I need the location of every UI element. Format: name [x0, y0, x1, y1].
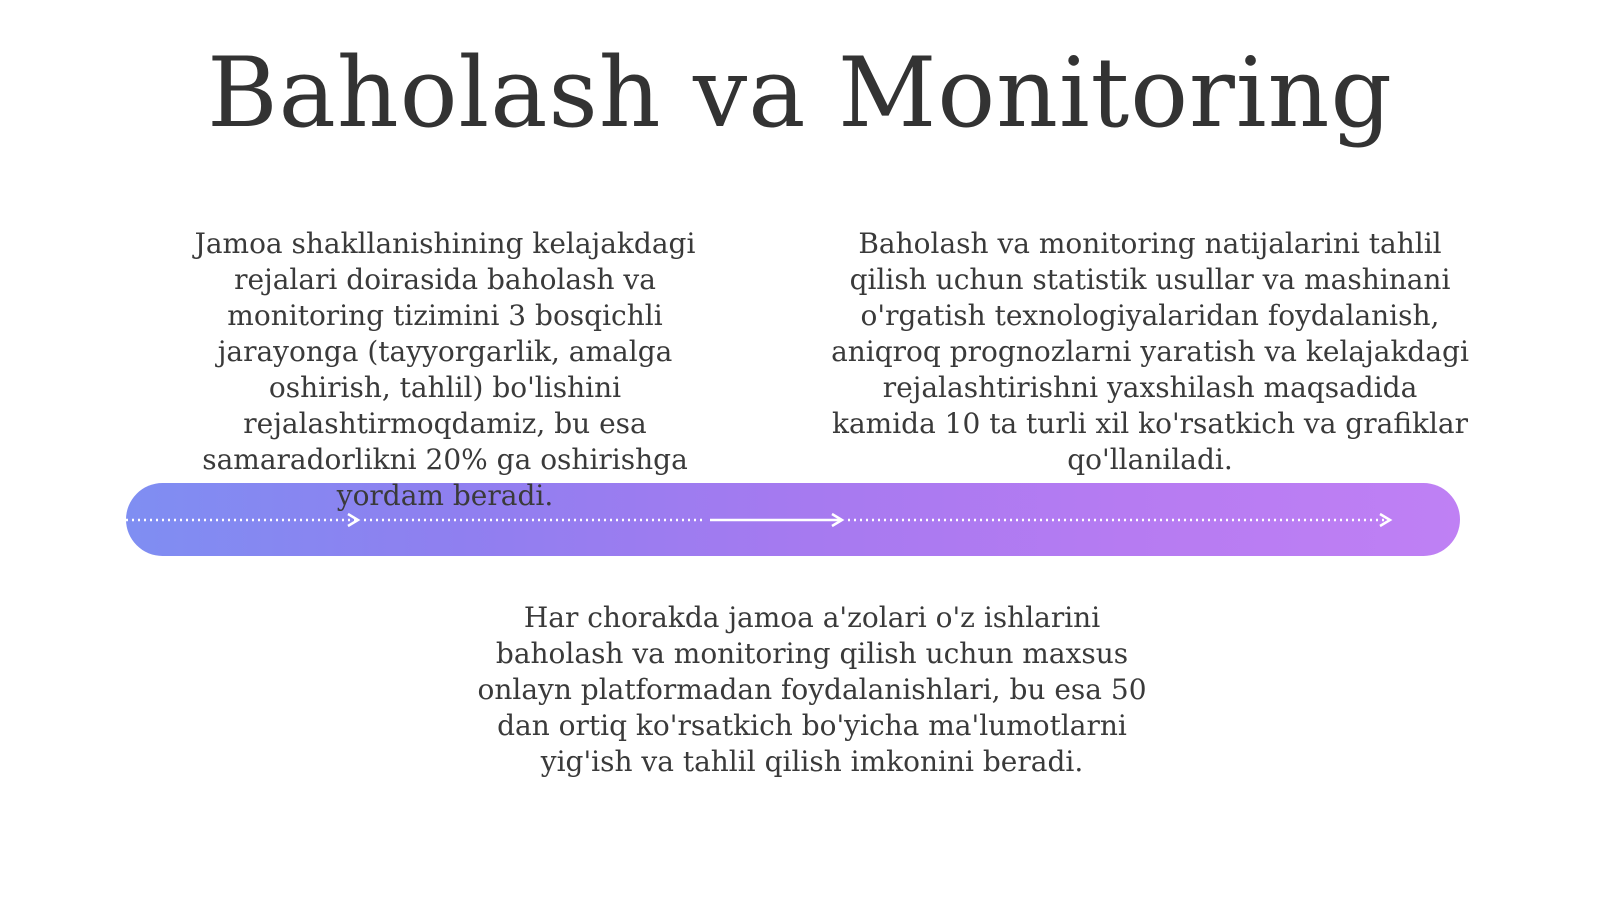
- slide-title: Baholash va Monitoring: [207, 37, 1393, 149]
- text-block-left: Jamoa shakllanishining kelajakdagi rejalari doirasida baholash va monitoring tizimini 3 bosqichli jarayonga (tayyorgarlik, amalga oshirish, tahlil) bo'lishini rejalashtirmoqdamiz, bu esa samaradorlikni 20% ga oshirishga yordam beradi.: [194, 227, 696, 512]
- arrow-head-icon: [1380, 514, 1390, 526]
- text-block-bottom: Har chorakda jamoa a'zolari o'z ishlarini baholash va monitoring qilish uchun maxsus onlayn platformadan foydalanishlari, bu esa 50 dan ortiq ko'rsatkich bo'yicha ma'lumotlarni yig'ish va tahlil qilish imkonini beradi.: [477, 601, 1147, 778]
- text-block-right: Baholash va monitoring natijalarini tahlil qilish uchun statistik usullar va mashinani o'rgatish texnologiyalaridan foydalanish, aniqroq prognozlarni yaratish va kelajakdagi rejalashtirishni yaxshilash maqsadida kamida 10 ta turli xil ko'rsatkich va grafiklar qo'llaniladi.: [831, 227, 1469, 476]
